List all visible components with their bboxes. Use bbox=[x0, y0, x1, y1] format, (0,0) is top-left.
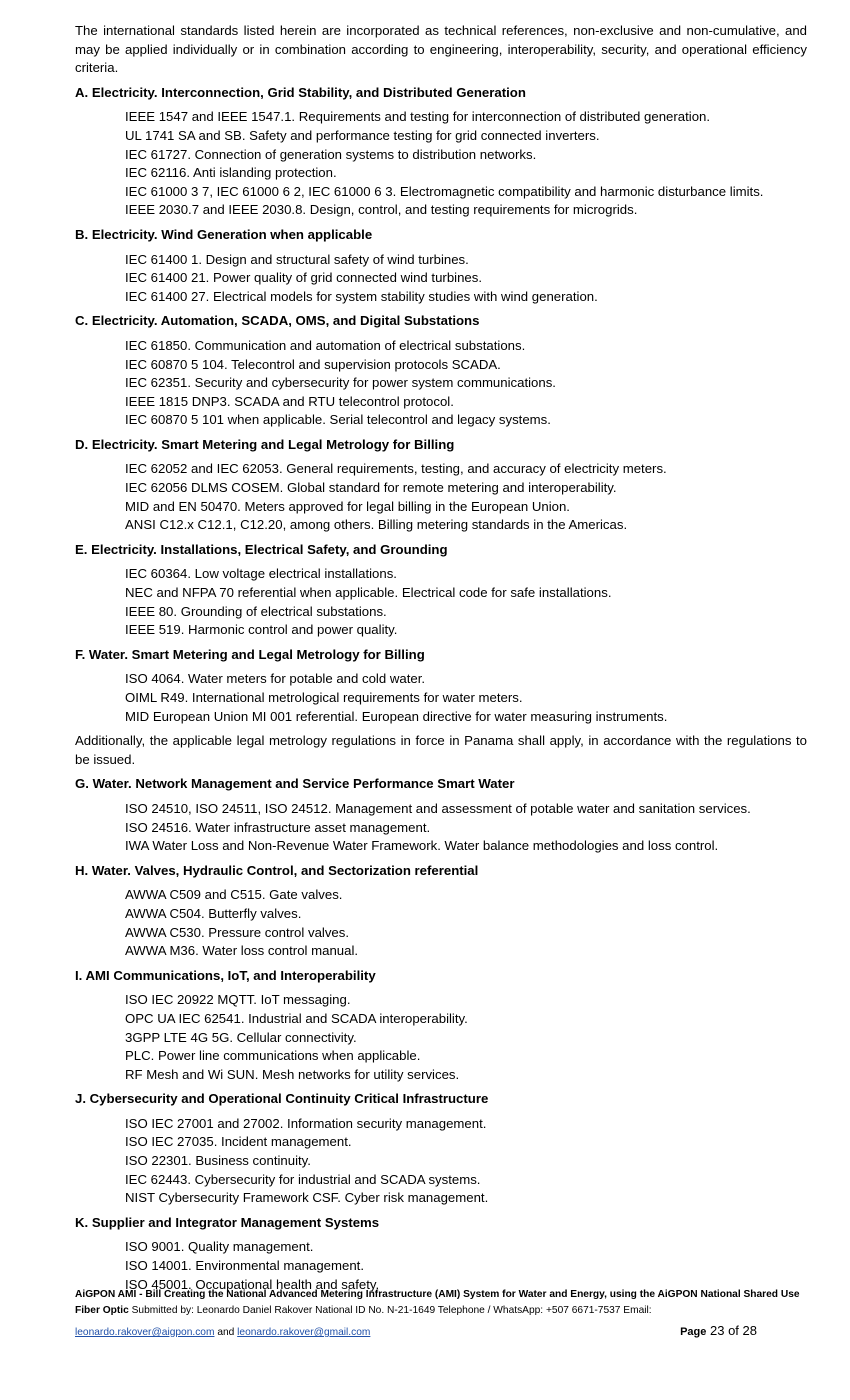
standard-item: OPC UA IEC 62541. Industrial and SCADA interoperability. bbox=[125, 1010, 468, 1026]
standards-section bbox=[75, 1090, 807, 1208]
standards-section bbox=[75, 862, 807, 961]
standards-section bbox=[75, 541, 807, 640]
section-title: G. Water. Network Management and Service Performance Smart Water bbox=[75, 776, 515, 792]
standard-item: IEC 60870 5 101 when applicable. Serial telecontrol and legacy systems. bbox=[125, 412, 551, 428]
standards-list bbox=[125, 251, 807, 307]
standard-item: NEC and NFPA 70 referential when applicable. Electrical code for safe installations. bbox=[125, 585, 612, 601]
sections-group-2 bbox=[75, 775, 807, 1294]
section-title: E. Electricity. Installations, Electrical Safety, and Grounding bbox=[75, 541, 448, 557]
section-title: I. AMI Communications, IoT, and Interoperability bbox=[75, 967, 376, 983]
page-footer bbox=[75, 1287, 807, 1341]
page-label: Page bbox=[680, 1326, 707, 1338]
section-title: H. Water. Valves, Hydraulic Control, and Sectorization referential bbox=[75, 862, 479, 878]
section-title: K. Supplier and Integrator Management Systems bbox=[75, 1214, 380, 1230]
standard-item: IEC 62052 and IEC 62053. General requirements, testing, and accuracy of electricity meters. bbox=[125, 461, 667, 477]
standards-list bbox=[125, 108, 807, 220]
standard-item: IEEE 2030.7 and IEEE 2030.8. Design, control, and testing requirements for microgrids. bbox=[125, 202, 638, 218]
standard-item: IEC 61850. Communication and automation of electrical substations. bbox=[125, 337, 526, 353]
standard-item: IEEE 80. Grounding of electrical substations. bbox=[125, 603, 387, 619]
standard-item: ANSI C12.x C12.1, C12.20, among others. Billing metering standards in the Americas. bbox=[125, 517, 628, 533]
standard-item: IEC 62116. Anti islanding protection. bbox=[125, 165, 337, 181]
section-title: D. Electricity. Smart Metering and Legal Metrology for Billing bbox=[75, 436, 455, 452]
standard-item: IEC 61727. Connection of generation systems to distribution networks. bbox=[125, 146, 537, 162]
sections-group-1 bbox=[75, 84, 807, 726]
additional-note: Additionally, the applicable legal metrology regulations in force in Panama shall apply, in accordance with the regulations to be issued. bbox=[75, 733, 807, 767]
standard-item: IEC 62351. Security and cybersecurity for power system communications. bbox=[125, 375, 556, 391]
standards-section bbox=[75, 312, 807, 430]
standard-item: NIST Cybersecurity Framework CSF. Cyber risk management. bbox=[125, 1190, 489, 1206]
standard-item: ISO 9001. Quality management. bbox=[125, 1239, 314, 1255]
standards-section bbox=[75, 967, 807, 1085]
standard-item: IEC 61000 3 7, IEC 61000 6 2, IEC 61000 6 3. Electromagnetic compatibility and harmonic disturbance limits. bbox=[125, 183, 764, 199]
standard-item: ISO 24510, ISO 24511, ISO 24512. Management and assessment of potable water and sanitation services. bbox=[125, 800, 751, 816]
section-title: F. Water. Smart Metering and Legal Metrology for Billing bbox=[75, 646, 425, 662]
standards-section bbox=[75, 84, 807, 220]
email-link-1[interactable]: leonardo.rakover@aigpon.com bbox=[75, 1327, 215, 1338]
standards-list bbox=[125, 991, 807, 1084]
standards-section bbox=[75, 226, 807, 306]
standard-item: IEC 62056 DLMS COSEM. Global standard for remote metering and interoperability. bbox=[125, 480, 617, 496]
standard-item: IEC 61400 1. Design and structural safety of wind turbines. bbox=[125, 251, 469, 267]
standard-item: MID European Union MI 001 referential. European directive for water measuring instruments. bbox=[125, 708, 668, 724]
standard-item: IEEE 1815 DNP3. SCADA and RTU telecontrol protocol. bbox=[125, 393, 454, 409]
standard-item: ISO 14001. Environmental management. bbox=[125, 1258, 364, 1274]
standard-item: IEC 62443. Cybersecurity for industrial and SCADA systems. bbox=[125, 1171, 481, 1187]
standards-list bbox=[125, 337, 807, 430]
standard-item: IEC 61400 27. Electrical models for system stability studies with wind generation. bbox=[125, 288, 598, 304]
document-page bbox=[75, 22, 807, 1300]
intro-paragraph: The international standards listed herein are incorporated as technical references, non-exclusive and non-cumulative, and may be applied individually or in combination according to engineering, interoperability, security, and operational efficiency criteria. bbox=[75, 23, 807, 76]
standards-list bbox=[125, 800, 807, 856]
standards-section bbox=[75, 1214, 807, 1294]
standards-list bbox=[125, 886, 807, 960]
standard-item: IEC 61400 21. Power quality of grid connected wind turbines. bbox=[125, 270, 483, 286]
standard-item: IEC 60870 5 104. Telecontrol and supervision protocols SCADA. bbox=[125, 356, 501, 372]
standard-item: OIML R49. International metrological requirements for water meters. bbox=[125, 690, 523, 705]
standards-section bbox=[75, 436, 807, 535]
standard-item: IEC 60364. Low voltage electrical installations. bbox=[125, 566, 397, 582]
footer-title: AiGPON AMI - Bill Creating the National Advanced Metering Infrastructure (AMI) System for Water and Energy, using the AiGPON National Shared Use Fiber Optic bbox=[75, 1289, 800, 1316]
standard-item: ISO IEC 27001 and 27002. Information security management. bbox=[125, 1115, 487, 1131]
standard-item: 3GPP LTE 4G 5G. Cellular connectivity. bbox=[125, 1029, 357, 1045]
section-title: B. Electricity. Wind Generation when applicable bbox=[75, 226, 373, 242]
section-title: C. Electricity. Automation, SCADA, OMS, and Digital Substations bbox=[75, 313, 480, 329]
standard-item: ISO 24516. Water infrastructure asset management. bbox=[125, 819, 431, 835]
standards-section bbox=[75, 775, 807, 855]
standard-item: ISO 4064. Water meters for potable and cold water. bbox=[125, 671, 426, 687]
standard-item: UL 1741 SA and SB. Safety and performance testing for grid connected inverters. bbox=[125, 127, 600, 143]
standard-item: AWWA C504. Butterfly valves. bbox=[125, 905, 302, 921]
standards-list bbox=[125, 460, 807, 534]
standard-item: AWWA C509 and C515. Gate valves. bbox=[125, 887, 343, 903]
section-title: J. Cybersecurity and Operational Continuity Critical Infrastructure bbox=[75, 1091, 489, 1107]
standard-item: IEEE 519. Harmonic control and power quality. bbox=[125, 622, 398, 638]
footer-submitted: Submitted by: Leonardo Daniel Rakover National ID No. N-21-1649 Telephone / WhatsApp: +507 6671-7537 Email: bbox=[131, 1305, 652, 1316]
standard-item: IWA Water Loss and Non-Revenue Water Framework. Water balance methodologies and loss control. bbox=[125, 838, 719, 854]
standard-item: AWWA C530. Pressure control valves. bbox=[125, 924, 350, 940]
standards-section bbox=[75, 646, 807, 726]
standards-list bbox=[125, 1115, 807, 1208]
footer-and: and bbox=[217, 1327, 235, 1338]
standard-item: PLC. Power line communications when applicable. bbox=[125, 1048, 421, 1064]
standard-item: ISO 22301. Business continuity. bbox=[125, 1153, 311, 1169]
standard-item: AWWA M36. Water loss control manual. bbox=[125, 943, 359, 959]
email-link-2[interactable]: leonardo.rakover@gmail.com bbox=[237, 1327, 371, 1338]
section-title: A. Electricity. Interconnection, Grid Stability, and Distributed Generation bbox=[75, 84, 526, 100]
standard-item: ISO 45001. Occupational health and safety. bbox=[125, 1276, 380, 1292]
page-count: 23 of 28 bbox=[710, 1323, 757, 1338]
standard-item: IEEE 1547 and IEEE 1547.1. Requirements and testing for interconnection of distributed generation. bbox=[125, 109, 711, 125]
page-number bbox=[680, 1323, 757, 1340]
standards-list bbox=[125, 565, 807, 639]
standards-list bbox=[125, 1238, 807, 1294]
standards-list bbox=[125, 670, 807, 726]
standard-item: ISO IEC 20922 MQTT. IoT messaging. bbox=[125, 992, 351, 1008]
standard-item: ISO IEC 27035. Incident management. bbox=[125, 1134, 352, 1150]
standard-item: RF Mesh and Wi SUN. Mesh networks for utility services. bbox=[125, 1066, 460, 1082]
standard-item: MID and EN 50470. Meters approved for legal billing in the European Union. bbox=[125, 498, 570, 514]
